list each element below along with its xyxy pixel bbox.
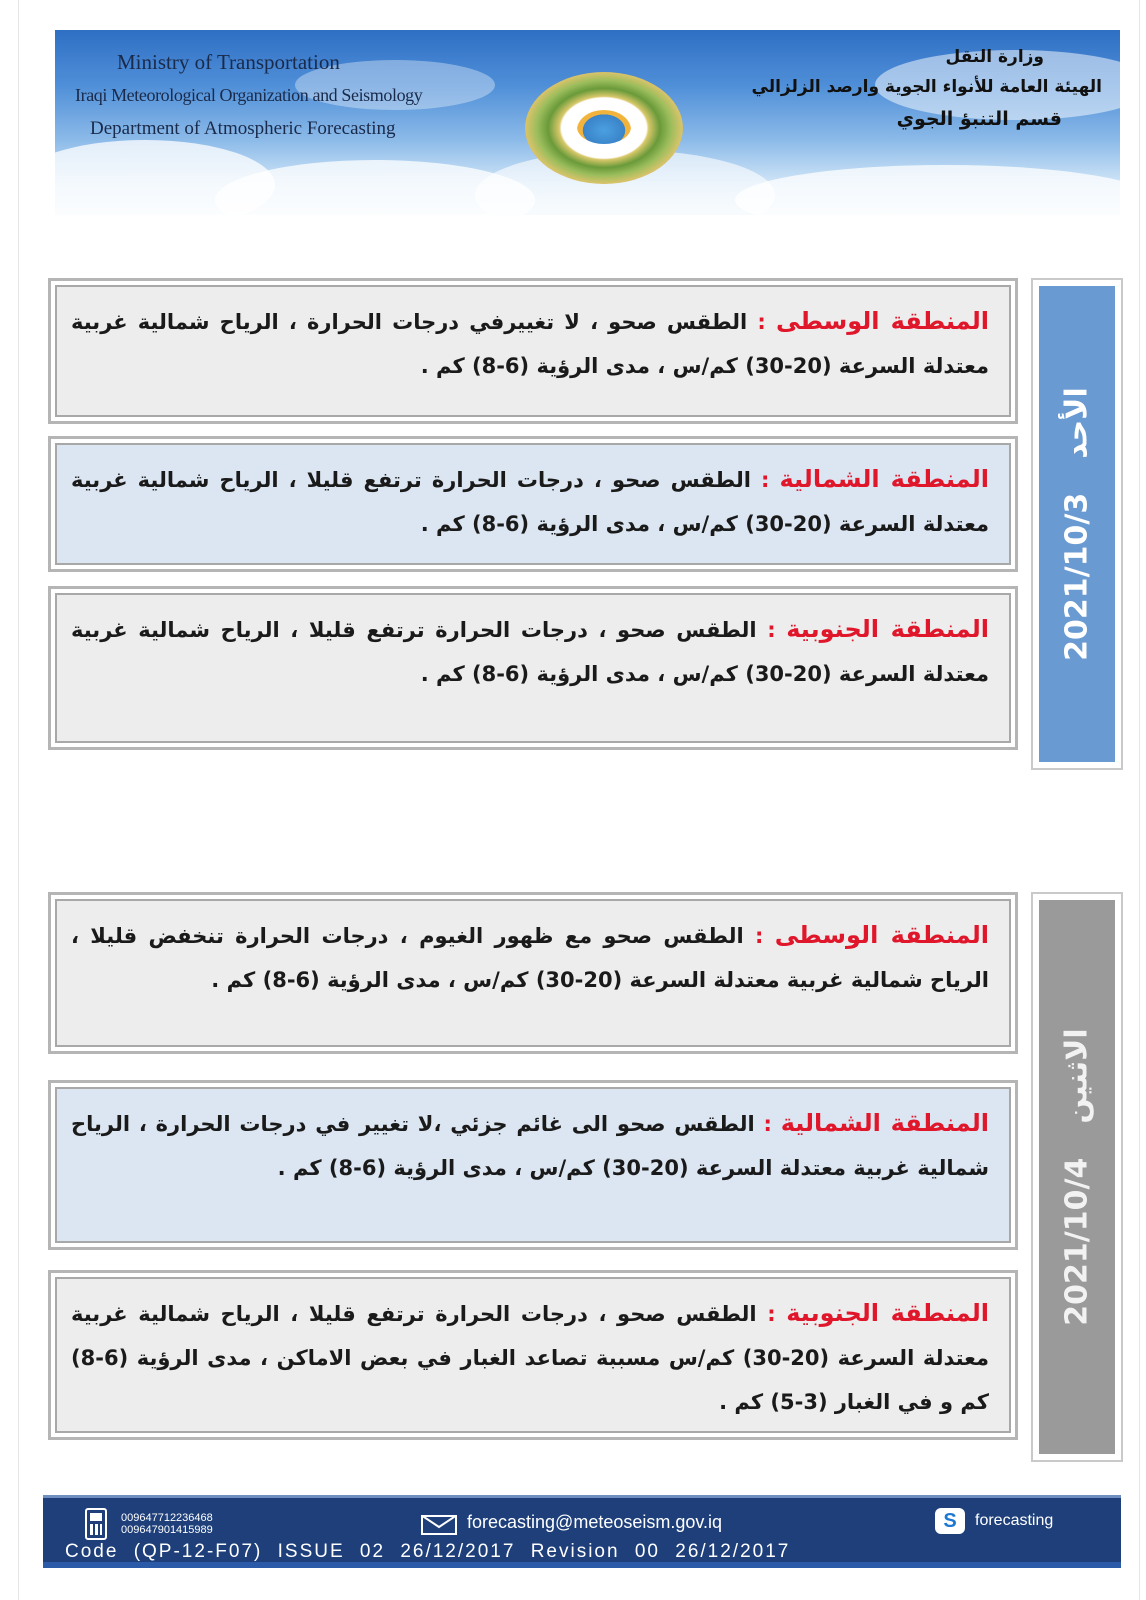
day-forecast-sunday — [48, 278, 1123, 770]
day-forecast-monday — [48, 892, 1123, 1462]
ministry-name-en: Ministry of Transportation — [117, 50, 340, 74]
phone-number-2: 009647901415989 — [121, 1524, 213, 1536]
organization-logo — [525, 72, 683, 184]
email-address[interactable]: forecasting@meteoseism.gov.iq — [467, 1512, 723, 1532]
date-bar — [1031, 892, 1123, 1462]
colon: : — [756, 618, 776, 642]
header-banner — [55, 30, 1120, 215]
date-label — [1060, 1028, 1095, 1325]
region-central — [48, 892, 1018, 1054]
region-south — [48, 1270, 1018, 1440]
region-forecast-text: الطقس صحو ، درجات الحرارة ترتفع قليلا ، الرياح شمالية غربية معتدلة السرعة (20-30) كم/س مسببة تصاعد الغبار في بعض الاماكن ، مدى الرؤية (6-8) كم و في الغبار (3-5) كم . — [71, 1302, 990, 1414]
header-english — [75, 46, 422, 145]
logo-cloud-icon — [577, 110, 631, 144]
region-south — [48, 586, 1018, 750]
colon: : — [756, 1302, 776, 1326]
footer-bar — [43, 1495, 1121, 1568]
region-forecast-text: الطقس صحو ، درجات الحرارة ترتفع قليلا ، الرياح شمالية غربية معتدلة السرعة (20-30) كم/س ، مدى الرؤية (6-8) كم . — [71, 618, 989, 686]
header-arabic — [752, 42, 1102, 136]
region-north — [48, 1080, 1018, 1250]
organization-name-en: Iraqi Meteorological Organization and Seismology — [75, 85, 423, 105]
region-forecast-text: الطقس صحو ، درجات الحرارة ترتفع قليلا ، الرياح شمالية غربية معتدلة السرعة (20-30) كم/س ، مدى الرؤية (6-8) كم . — [71, 468, 989, 536]
region-forecast-text: الطقس صحو الى غائم جزئي ،لا تغيير في درجات الحرارة ، الرياح شمالية غربية معتدلة السرعة (20-30) كم/س ، مدى الرؤية (6-8) كم . — [71, 1112, 989, 1180]
day-name: الأحد — [1059, 387, 1095, 459]
date-bar-fill — [1039, 900, 1115, 1454]
region-name: المنطقة الشمالية — [779, 465, 990, 493]
date-value: 2021/10/4 — [1059, 1157, 1095, 1326]
region-body — [55, 593, 1011, 743]
colon: : — [750, 468, 770, 492]
date-value: 2021/10/3 — [1059, 492, 1095, 661]
region-name: المنطقة الوسطى — [775, 307, 990, 335]
region-central — [48, 278, 1018, 424]
region-name: المنطقة الجنوبية — [786, 615, 989, 643]
document-code: Code (QP-12-F07) ISSUE 02 26/12/2017 Revision 00 26/12/2017 — [65, 1541, 791, 1562]
region-body — [55, 443, 1011, 565]
colon: : — [743, 924, 764, 948]
region-body — [55, 899, 1011, 1047]
region-forecast-text: الطقس صحو ، لا تغييرفي درجات الحرارة ، الرياح شمالية غربية معتدلة السرعة (20-30) كم/س ، مدى الرؤية (6-8) كم . — [71, 310, 989, 378]
region-name: المنطقة الشمالية — [780, 1109, 990, 1137]
colon: : — [754, 1112, 772, 1136]
region-body — [55, 285, 1011, 417]
day-name: الاثنين — [1059, 1028, 1095, 1124]
phone-numbers — [121, 1512, 213, 1536]
region-name: المنطقة الجنوبية — [786, 1299, 989, 1327]
date-bar-fill — [1039, 286, 1115, 762]
region-body — [55, 1087, 1011, 1243]
mail-icon — [421, 1515, 457, 1535]
date-bar — [1031, 278, 1123, 770]
phone-icon — [85, 1508, 107, 1540]
organization-name-ar: الهيئة العامة للأنواء الجوية وارصد الزلزالي — [751, 77, 1102, 97]
phone-number-1: 009647712236468 — [121, 1512, 213, 1524]
skype-handle[interactable]: forecasting — [975, 1512, 1054, 1529]
region-name: المنطقة الوسطى — [774, 921, 990, 949]
department-name-en: Department of Atmospheric Forecasting — [90, 118, 396, 139]
date-label — [1060, 387, 1095, 661]
region-body — [55, 1277, 1011, 1433]
colon: : — [747, 310, 766, 334]
region-forecast-text: الطقس صحو مع ظهور الغيوم ، درجات الحرارة تنخفض قليلا ، الرياح شمالية غربية معتدلة السرعة (20-30) كم/س ، مدى الرؤية (6-8) كم . — [71, 924, 989, 992]
skype-icon: S — [935, 1508, 965, 1534]
department-name-ar: قسم التنبؤ الجوي — [896, 108, 1062, 130]
region-north — [48, 436, 1018, 572]
ministry-name-ar: وزارة النقل — [945, 47, 1044, 67]
